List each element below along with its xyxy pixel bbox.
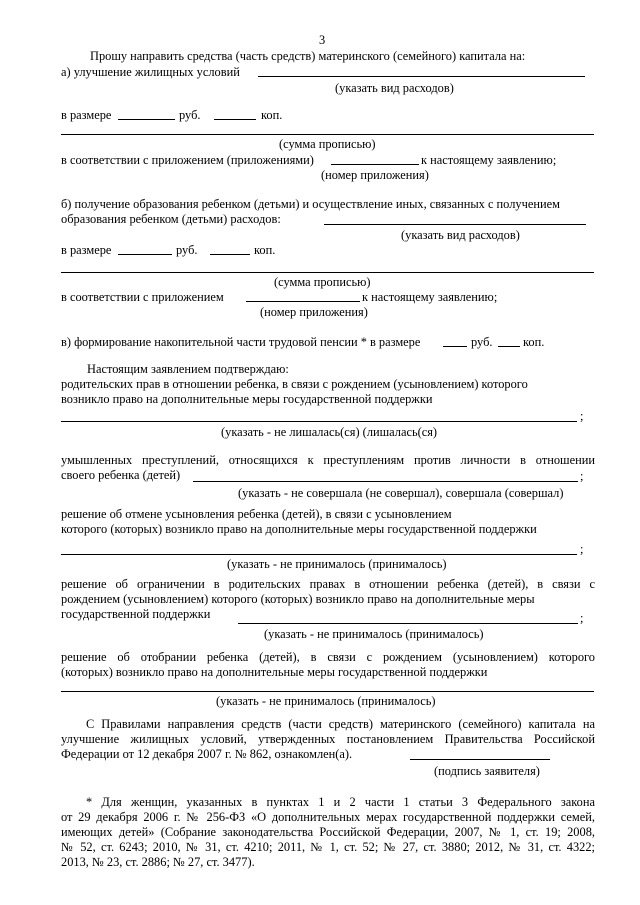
confirm-p3-semicolon: ; (580, 542, 584, 556)
confirm-p1-semicolon: ; (580, 409, 584, 423)
option-b-kop-field[interactable] (210, 254, 250, 255)
confirm-p4-field[interactable] (238, 623, 578, 624)
confirm-p3-hint: (указать - не принималось (принималось) (227, 557, 447, 571)
footnote-line-5: 2013, № 23, ст. 2886; № 27, ст. 3477). (61, 855, 255, 869)
confirm-p4-line-3: государственной поддержки (61, 607, 211, 621)
footnote-line-2: от 29 декабря 2006 г. № 256-ФЗ «О дополнительных мерах государственной поддержки семей, (61, 810, 595, 824)
confirm-p4-line-1: решение об ограничении в родительских правах в отношении ребенка (детей), в связи с (61, 577, 595, 591)
option-a-attach-suffix: к настоящему заявлению; (421, 153, 557, 167)
confirm-p1 (61, 377, 595, 407)
option-a-kop-field[interactable] (214, 119, 256, 120)
option-a-attach-hint: (номер приложения) (321, 168, 429, 182)
page-number: 3 (319, 33, 326, 47)
confirm-p2-semicolon: ; (580, 469, 584, 483)
option-a-attach-prefix: в соответствии с приложением (приложениями) (61, 153, 314, 167)
option-a-sum-words-field[interactable] (61, 134, 594, 135)
confirm-p1-line-2: возникло право на дополнительные меры государственной поддержки (61, 392, 433, 406)
confirm-p1-hint: (указать - не лишалась(ся) (лишалась(ся) (221, 425, 438, 439)
confirm-p4-semicolon: ; (580, 611, 584, 625)
confirm-p4-line-2: рождением (усыновлением) которого (которых) возникло право на дополнительные меры (61, 592, 535, 606)
option-a-kop-label: коп. (261, 108, 283, 122)
option-b-line-1: б) получение образования ребенком (детьми) и осуществление иных, связанных с получением (61, 197, 560, 211)
rules-line-2: улучшение жилищных условий, утвержденных постановлением Правительства Российской (61, 732, 595, 746)
option-v-rub-label: руб. (471, 335, 493, 349)
confirm-p2-field[interactable] (193, 481, 578, 482)
option-a-label: а) улучшение жилищных условий (61, 65, 240, 79)
option-a-sum-hint: (сумма прописью) (279, 137, 376, 151)
option-a-rub-label: руб. (179, 108, 201, 122)
signature-field[interactable] (410, 759, 550, 760)
option-b-rub-field[interactable] (118, 254, 172, 255)
footnote-line-4: № 52, ст. 6243; 2010, № 31, ст. 4210; 2011, № 1, ст. 52; № 27, ст. 3880; 2012, № 31, ст. 4322; (61, 840, 595, 854)
confirm-p2-line-2: своего ребенка (детей) (61, 468, 181, 482)
option-b-sum-hint: (сумма прописью) (274, 275, 371, 289)
option-b-line-2: образования ребенком (детьми) расходов: (61, 212, 281, 226)
rules-line-3: Федерации от 12 декабря 2007 г. № 862, ознакомлен(а). (61, 747, 353, 761)
rules-paragraph (61, 717, 595, 762)
option-b-sum-words-field[interactable] (61, 272, 594, 273)
option-b-attach-hint: (номер приложения) (260, 305, 368, 319)
footnote-line-3: имеющих детей» (Собрание законодательства Российской Федерации, 2007, № 1, ст. 19; 2008, (61, 825, 595, 839)
confirm-p2 (61, 453, 595, 483)
option-b-attach-field[interactable] (246, 301, 360, 302)
confirm-p3-field[interactable] (61, 554, 577, 555)
confirm-p3-line-2: которого (которых) возникло право на дополнительные меры государственной поддержки (61, 522, 537, 536)
option-b-kop-label: коп. (254, 243, 276, 257)
confirm-p4 (61, 577, 595, 622)
option-a-expense-field[interactable] (258, 76, 585, 77)
confirm-p2-hint: (указать - не совершала (не совершал), совершала (совершал) (238, 486, 564, 500)
option-a-amount-prefix: в размере (61, 108, 112, 122)
option-a-expense-hint: (указать вид расходов) (335, 81, 454, 95)
option-b-attach-prefix: в соответствии с приложением (61, 290, 224, 304)
confirm-p3 (61, 507, 595, 537)
option-b-expense-field[interactable] (324, 224, 586, 225)
confirm-p2-line-1: умышленных преступлений, относящихся к преступлениям против личности в отношении (61, 453, 595, 467)
confirm-p5-line-1: решение об отобрании ребенка (детей), в связи с рождением (усыновлением) которого (61, 650, 595, 664)
option-a-attach-field[interactable] (331, 164, 419, 165)
rules-line-1: С Правилами направления средств (части средств) материнского (семейного) капитала на (86, 717, 595, 731)
confirm-p5-field[interactable] (61, 691, 594, 692)
option-a-rub-field[interactable] (118, 119, 175, 120)
option-v-kop-label: коп. (523, 335, 545, 349)
signature-hint: (подпись заявителя) (434, 764, 540, 778)
confirm-p5-line-2: (которых) возникло право на дополнительные меры государственной поддержки (61, 665, 488, 679)
confirm-p1-line-1: родительских прав в отношении ребенка, в связи с рождением (усыновлением) которого (61, 377, 528, 391)
option-b-amount-prefix: в размере (61, 243, 112, 257)
intro-text: Прошу направить средства (часть средств) материнского (семейного) капитала на: (90, 49, 526, 63)
option-v-kop-field[interactable] (498, 346, 520, 347)
footnote (61, 795, 595, 870)
footnote-line-1: * Для женщин, указанных в пунктах 1 и 2 части 1 статьи 3 Федерального закона (86, 795, 595, 809)
option-b-expense-hint: (указать вид расходов) (401, 228, 520, 242)
option-b-attach-suffix: к настоящему заявлению; (362, 290, 498, 304)
option-v-rub-field[interactable] (443, 346, 467, 347)
option-b-rub-label: руб. (176, 243, 198, 257)
confirm-p5 (61, 650, 595, 680)
confirm-p3-line-1: решение об отмене усыновления ребенка (детей), в связи с усыновлением (61, 507, 452, 521)
option-v-text: в) формирование накопительной части трудовой пенсии * в размере (61, 335, 421, 349)
confirm-heading: Настоящим заявлением подтверждаю: (87, 362, 289, 376)
confirm-p4-hint: (указать - не принималось (принималось) (264, 627, 484, 641)
confirm-p5-hint: (указать - не принималось (принималось) (216, 694, 436, 708)
confirm-p1-field[interactable] (61, 421, 577, 422)
